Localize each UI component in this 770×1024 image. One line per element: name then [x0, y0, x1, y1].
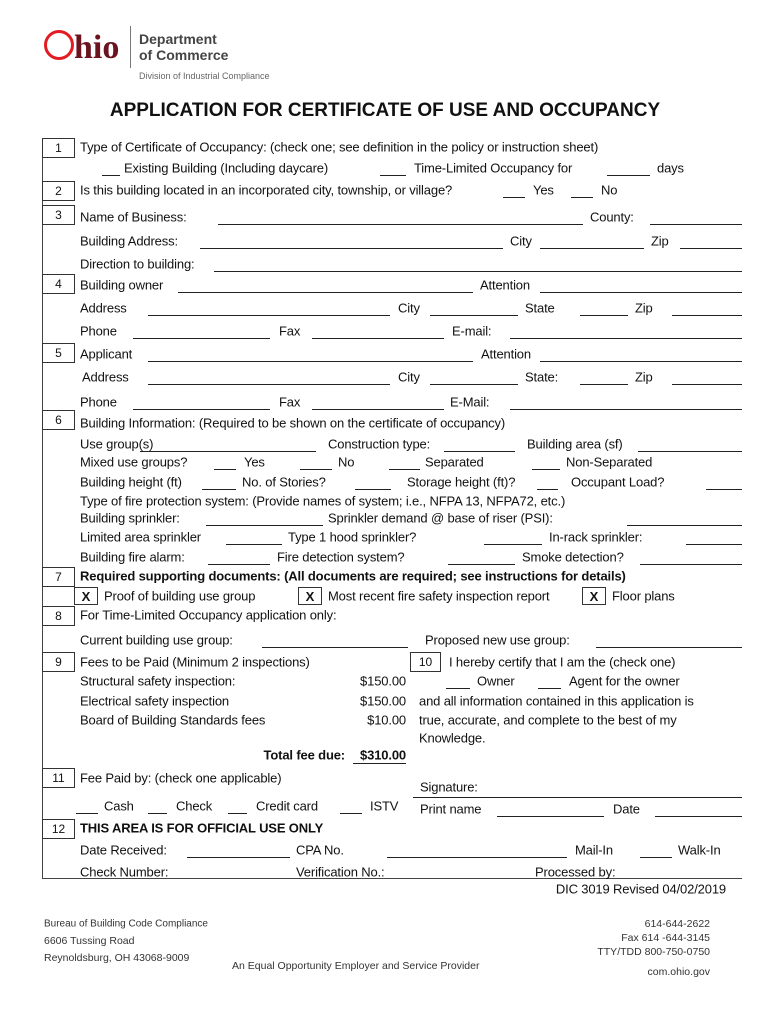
cpa-label: CPA No. — [296, 842, 344, 858]
smoke-detection-field[interactable] — [640, 564, 742, 565]
total-fee-underline — [353, 763, 406, 764]
owner-attention-label: Attention — [480, 277, 530, 293]
limited-sprinkler-label: Limited area sprinkler — [80, 529, 201, 545]
fire-protection-type-label: Type of fire protection system: (Provide names of system; i.e., NFPA 13, NFPA72, etc.) — [80, 493, 566, 509]
building-height-field[interactable] — [202, 489, 236, 490]
owner-label: Building owner — [80, 277, 164, 293]
building-area-label: Building area (sf) — [527, 436, 623, 452]
fee-label: Board of Building Standards fees — [80, 712, 266, 728]
direction-field[interactable] — [214, 271, 742, 272]
certify-text-line2: true, accurate, and complete to the best of my — [419, 712, 677, 728]
smoke-detection-label: Smoke detection? — [522, 549, 624, 565]
owner-state-field[interactable] — [580, 315, 628, 316]
building-sprinkler-label: Building sprinkler: — [80, 510, 180, 526]
certify-owner-label: Owner — [477, 673, 515, 689]
fees-heading: Fees to be Paid (Minimum 2 inspections) — [80, 654, 310, 670]
s1-question: Type of Certificate of Occupancy: (check one; see definition in the policy or instruction sheet) — [80, 139, 599, 155]
existing-building-check[interactable] — [102, 175, 120, 176]
total-fee-label: Total fee due: — [263, 747, 345, 763]
section-number-2: 2 — [42, 181, 75, 201]
form-left-border — [42, 138, 43, 878]
division-name: Division of Industrial Compliance — [139, 71, 270, 81]
processed-by-label: Processed by: — [535, 864, 616, 880]
no-label: No — [601, 182, 618, 198]
county-field[interactable] — [650, 224, 742, 225]
doc3-label: Floor plans — [612, 588, 675, 604]
total-fee-amount: $310.00 — [360, 747, 406, 763]
applicant-city-label: City — [398, 369, 420, 385]
inrack-sprinkler-label: In-rack sprinkler: — [549, 529, 643, 545]
yes-label: Yes — [533, 182, 554, 198]
check-label: Check — [176, 798, 213, 814]
fire-detection-field[interactable] — [448, 564, 515, 565]
building-zip-label: Zip — [651, 233, 669, 249]
applicant-attention-label: Attention — [481, 346, 531, 362]
check-check[interactable] — [148, 813, 167, 814]
footer-street: 6606 Tussing Road — [44, 935, 135, 947]
ohio-logo-hio: hio — [74, 29, 120, 66]
applicant-state-label: State: — [525, 369, 559, 385]
section-number-5: 5 — [42, 343, 75, 363]
certify-text-line1: and all information contained in this application is — [419, 693, 694, 709]
check-number-label: Check Number: — [80, 864, 169, 880]
fire-alarm-field[interactable] — [208, 564, 270, 565]
fee-label: Electrical safety inspection — [80, 693, 229, 709]
owner-city-field[interactable] — [430, 315, 518, 316]
stories-field[interactable] — [355, 489, 391, 490]
fee-label: Structural safety inspection: — [80, 673, 236, 689]
county-label: County: — [590, 209, 634, 225]
doc2-label: Most recent fire safety inspection report — [328, 588, 550, 604]
section-number-6: 6 — [42, 410, 75, 430]
non-separated-label: Non-Separated — [566, 454, 653, 470]
istv-label: ISTV — [370, 798, 399, 814]
date-received-field[interactable] — [187, 857, 290, 858]
fee-amount: $10.00 — [367, 712, 406, 728]
use-groups-field[interactable] — [140, 451, 316, 452]
incorporated-yes-check[interactable] — [503, 197, 525, 198]
storage-height-label: Storage height (ft)? — [407, 474, 516, 490]
mixed-yes-check[interactable] — [214, 469, 236, 470]
sprinkler-demand-field[interactable] — [627, 525, 742, 526]
existing-building-label: Existing Building (Including daycare) — [124, 160, 329, 176]
doc3-checkbox[interactable]: X — [582, 587, 606, 605]
days-field[interactable] — [607, 175, 650, 176]
mixed-no-label: No — [338, 454, 355, 470]
doc1-label: Proof of building use group — [104, 588, 256, 604]
mixed-no-check[interactable] — [300, 469, 332, 470]
owner-zip-field[interactable] — [672, 315, 742, 316]
current-use-group-field[interactable] — [262, 647, 408, 648]
cash-check[interactable] — [76, 813, 98, 814]
section-number-9: 9 — [42, 652, 75, 672]
section-number-4: 4 — [42, 274, 75, 294]
ohio-logo-o — [44, 30, 74, 60]
building-address-label: Building Address: — [80, 233, 178, 249]
applicant-fax-label: Fax — [279, 394, 301, 410]
fire-alarm-label: Building fire alarm: — [80, 549, 185, 565]
certify-text-line3: Knowledge. — [419, 730, 486, 746]
fee-paid-heading: Fee Paid by: (check one applicable) — [80, 770, 282, 786]
building-city-label: City — [510, 233, 532, 249]
certify-agent-check[interactable] — [538, 688, 561, 689]
credit-card-check[interactable] — [228, 813, 247, 814]
applicant-zip-label: Zip — [635, 369, 653, 385]
print-name-label: Print name — [420, 801, 482, 817]
verification-label: Verification No.: — [296, 864, 385, 880]
applicant-attention-field[interactable] — [540, 361, 742, 362]
fee-amount: $150.00 — [360, 693, 406, 709]
doc2-checkbox[interactable]: X — [298, 587, 322, 605]
signature-label: Signature: — [420, 779, 478, 795]
inrack-sprinkler-field[interactable] — [686, 544, 742, 545]
credit-card-label: Credit card — [256, 798, 318, 814]
owner-fax-label: Fax — [279, 323, 301, 339]
owner-field[interactable] — [178, 292, 473, 293]
proposed-use-group-label: Proposed new use group: — [425, 632, 570, 648]
owner-phone-label: Phone — [80, 323, 117, 339]
footer-bureau: Bureau of Building Code Compliance — [44, 918, 208, 930]
owner-zip-label: Zip — [635, 300, 653, 316]
footer-tty: TTY/TDD 800-750-0750 — [597, 946, 710, 958]
current-use-group-label: Current building use group: — [80, 632, 233, 648]
date-label: Date — [613, 801, 640, 817]
fee-amount: $150.00 — [360, 673, 406, 689]
logo-divider — [130, 26, 131, 68]
owner-address-label: Address — [80, 300, 127, 316]
building-address-field[interactable] — [200, 248, 503, 249]
section-number-3: 3 — [42, 205, 75, 225]
owner-state-label: State — [525, 300, 555, 316]
incorporated-no-check[interactable] — [571, 197, 593, 198]
istv-check[interactable] — [340, 813, 362, 814]
business-name-field[interactable] — [218, 224, 583, 225]
footer-website[interactable]: com.ohio.gov — [647, 966, 710, 978]
construction-type-field[interactable] — [444, 451, 515, 452]
limited-sprinkler-field[interactable] — [226, 544, 282, 545]
owner-city-label: City — [398, 300, 420, 316]
non-separated-check[interactable] — [532, 469, 560, 470]
building-info-heading: Building Information: (Required to be shown on the certificate of occupancy) — [80, 415, 506, 431]
time-limited-check[interactable] — [380, 175, 406, 176]
occupant-load-label: Occupant Load? — [571, 474, 665, 490]
applicant-phone-label: Phone — [80, 394, 117, 410]
certify-heading: I hereby certify that I am the (check one) — [449, 654, 676, 670]
time-limited-heading: For Time-Limited Occupancy application only: — [80, 607, 337, 623]
applicant-field[interactable] — [148, 361, 473, 362]
hood-sprinkler-label: Type 1 hood sprinkler? — [288, 529, 417, 545]
building-height-label: Building height (ft) — [80, 474, 182, 490]
days-label: days — [657, 160, 684, 176]
applicant-address-label: Address — [82, 369, 129, 385]
certify-owner-check[interactable] — [446, 688, 470, 689]
walk-in-check[interactable] — [640, 857, 672, 858]
s2-question: Is this building located in an incorporated city, township, or village? — [80, 182, 453, 198]
time-limited-label: Time-Limited Occupancy for — [414, 160, 573, 176]
applicant-label: Applicant — [80, 346, 133, 362]
construction-type-label: Construction type: — [328, 436, 431, 452]
dept-name-line2: of Commerce — [139, 47, 229, 63]
cash-label: Cash — [104, 798, 134, 814]
section-number-7: 7 — [42, 567, 75, 587]
signature-field[interactable] — [413, 797, 742, 798]
supporting-docs-heading: Required supporting documents: (All documents are required; see instructions for details) — [80, 568, 626, 584]
section-number-1: 1 — [42, 138, 75, 158]
walk-in-label: Walk-In — [678, 842, 721, 858]
owner-attention-field[interactable] — [540, 292, 742, 293]
cpa-field[interactable] — [387, 857, 567, 858]
building-city-field[interactable] — [540, 248, 644, 249]
use-groups-label: Use group(s) — [80, 436, 154, 452]
revision-label: DIC 3019 Revised 04/02/2019 — [555, 881, 726, 897]
fire-detection-label: Fire detection system? — [277, 549, 405, 565]
building-zip-field[interactable] — [680, 248, 742, 249]
applicant-address-field[interactable] — [148, 384, 390, 385]
direction-label: Direction to building: — [80, 256, 195, 272]
building-sprinkler-field[interactable] — [206, 525, 323, 526]
footer-city: Reynoldsburg, OH 43068-9009 — [44, 952, 190, 964]
section-number-12: 12 — [42, 819, 75, 839]
applicant-city-field[interactable] — [430, 384, 518, 385]
page-title: APPLICATION FOR CERTIFICATE OF USE AND OCCUPANCY — [109, 100, 661, 121]
print-name-field[interactable] — [497, 816, 604, 817]
footer-phone: 614-644-2622 — [644, 918, 710, 930]
section-number-8: 8 — [42, 606, 75, 626]
owner-address-field[interactable] — [148, 315, 390, 316]
mixed-yes-label: Yes — [244, 454, 265, 470]
owner-email-field[interactable] — [510, 338, 742, 339]
business-name-label: Name of Business: — [80, 209, 187, 225]
ohio-logo — [44, 28, 119, 68]
owner-email-label: E-mail: — [452, 323, 492, 339]
separated-label: Separated — [425, 454, 484, 470]
applicant-email-label: E-Mail: — [450, 394, 490, 410]
applicant-phone-field[interactable] — [133, 409, 270, 410]
separated-check[interactable] — [389, 469, 420, 470]
storage-height-field[interactable] — [537, 489, 558, 490]
applicant-fax-field[interactable] — [312, 409, 444, 410]
building-area-field[interactable] — [638, 451, 742, 452]
mail-in-label: Mail-In — [575, 842, 613, 858]
stories-label: No. of Stories? — [242, 474, 326, 490]
occupant-load-field[interactable] — [706, 489, 742, 490]
footer-fax: Fax 614 -644-3145 — [621, 932, 710, 944]
section-number-10: 10 — [410, 652, 441, 672]
doc1-checkbox[interactable]: X — [74, 587, 98, 605]
applicant-email-field[interactable] — [510, 409, 742, 410]
section-number-11: 11 — [42, 768, 75, 788]
official-use-heading: THIS AREA IS FOR OFFICIAL USE ONLY — [80, 820, 324, 836]
date-received-label: Date Received: — [80, 842, 167, 858]
applicant-zip-field[interactable] — [672, 384, 742, 385]
mixed-use-label: Mixed use groups? — [80, 454, 188, 470]
date-field[interactable] — [655, 816, 742, 817]
owner-fax-field[interactable] — [312, 338, 444, 339]
hood-sprinkler-field[interactable] — [484, 544, 542, 545]
proposed-use-group-field[interactable] — [596, 647, 742, 648]
footer-eoe: An Equal Opportunity Employer and Service Provider — [232, 960, 480, 972]
certify-agent-label: Agent for the owner — [569, 673, 680, 689]
owner-phone-field[interactable] — [133, 338, 270, 339]
applicant-state-field[interactable] — [580, 384, 628, 385]
sprinkler-demand-label: Sprinkler demand @ base of riser (PSI): — [328, 510, 553, 526]
dept-name-line1: Department — [139, 31, 217, 47]
